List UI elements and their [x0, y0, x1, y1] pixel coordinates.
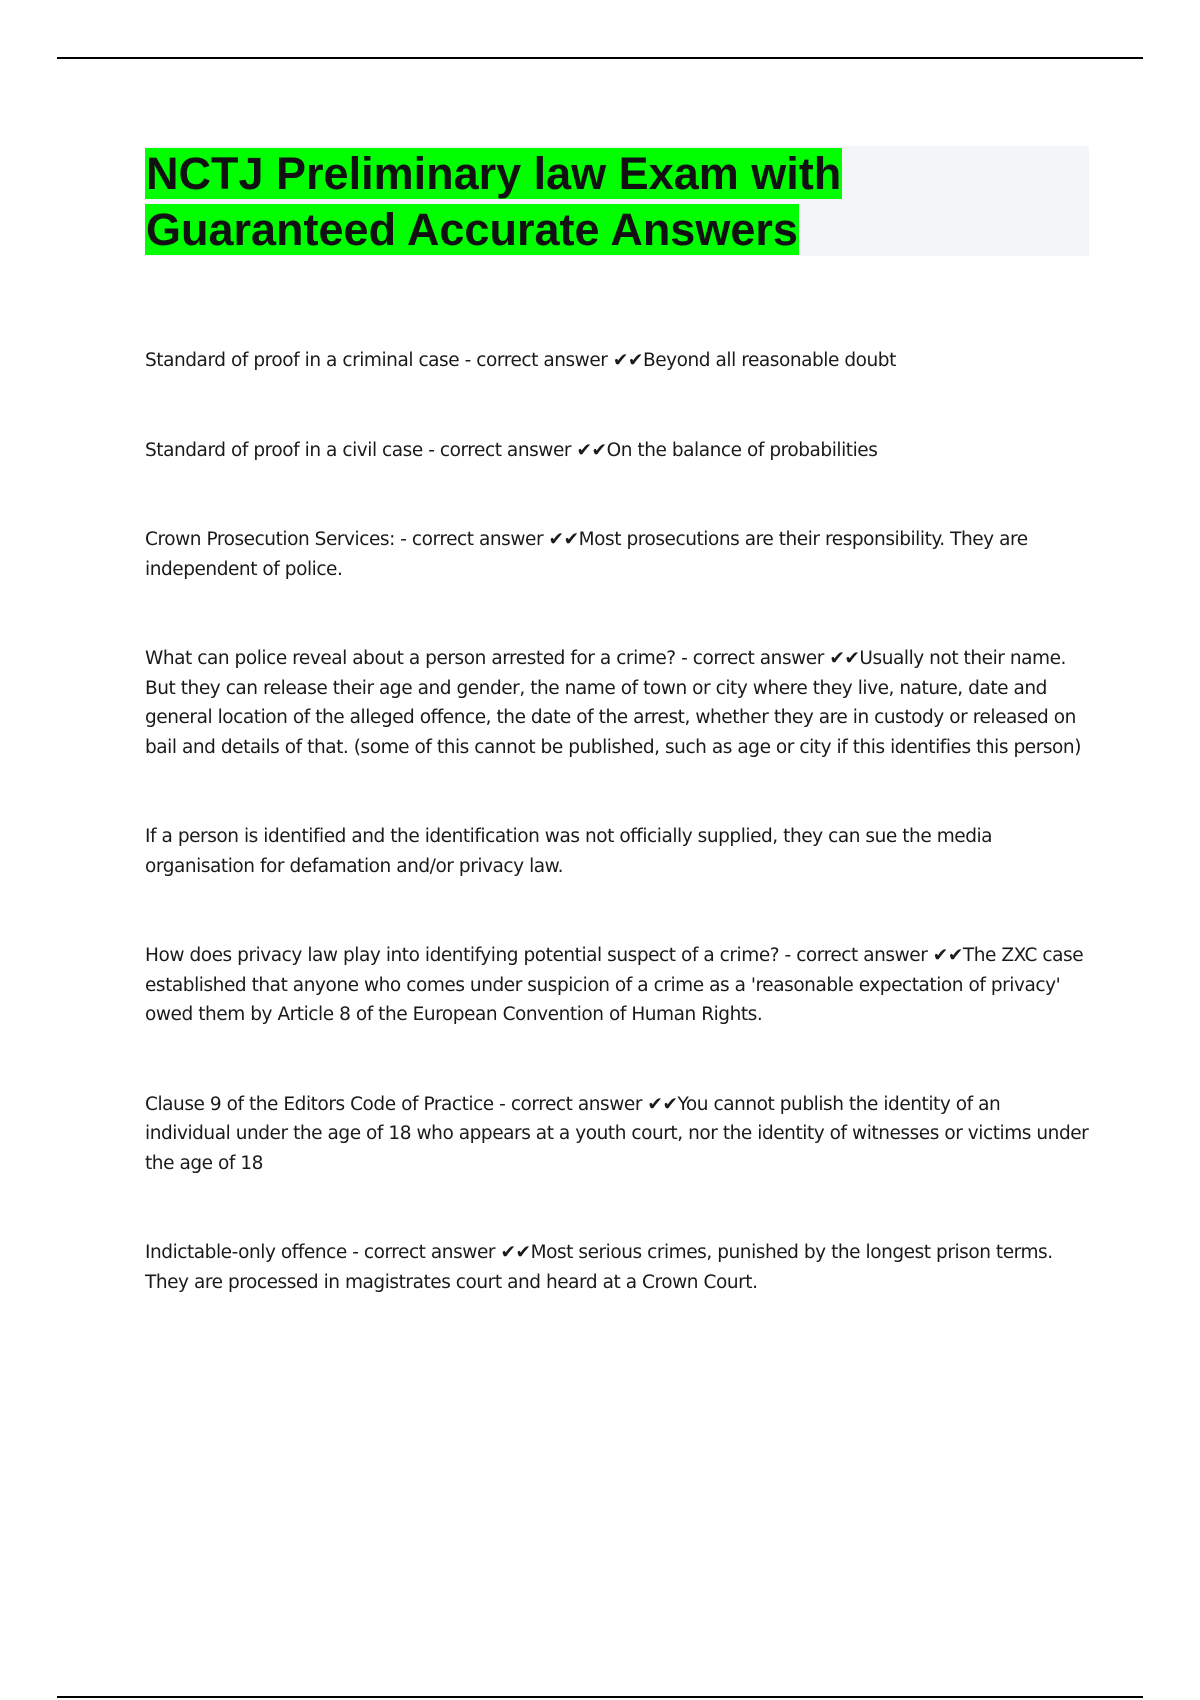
qa-entry-4: What can police reveal about a person arrested for a crime? - correct answer ✔✔Usually not their name. But they can release their age and gender, the name of town or city where they live, nature, date and general location of the alleged offence, the date of the arrest, whether they are in custody or released on bail and details of that. (some of this cannot be published, such as age or city if this identifies this person): [145, 648, 1081, 758]
qa-entry-3: Crown Prosecution Services: - correct answer ✔✔Most prosecutions are their responsibility. They are independent of police.: [145, 529, 1028, 580]
title-highlight: NCTJ Preliminary law Exam with Guaranteed Accurate Answers: [146, 148, 842, 255]
qa-entry-5: If a person is identified and the identification was not officially supplied, they can sue the media organisation for defamation and/or privacy law.: [145, 826, 993, 877]
qa-entry-8: Indictable-only offence - correct answer ✔✔Most serious crimes, punished by the longest prison terms. They are processed in magistrates court and heard at a Crown Court.: [145, 1242, 1053, 1293]
title-block: [145, 146, 1089, 256]
qa-entry-7: Clause 9 of the Editors Code of Practice - correct answer ✔✔You cannot publish the identity of an individual under the age of 18 who appears at a youth court, nor the identity of witnesses or victims under the age of 18: [145, 1093, 1089, 1174]
qa-entry-6: How does privacy law play into identifying potential suspect of a crime? - correct answer ✔✔The ZXC case established that anyone who comes under suspicion of a crime as a 'reasonable expectation of privacy' owed them by Article 8 of the European Convention of Human Rights.: [145, 945, 1084, 1025]
bottom-rule: [57, 1696, 1143, 1698]
qa-entry-1: Standard of proof in a criminal case - correct answer ✔✔Beyond all reasonable doubt: [145, 350, 896, 371]
qa-list: [145, 346, 1090, 1357]
page-title: [145, 146, 1089, 258]
qa-entry-2: Standard of proof in a civil case - correct answer ✔✔On the balance of probabilities: [145, 439, 878, 461]
top-rule: [57, 57, 1143, 59]
